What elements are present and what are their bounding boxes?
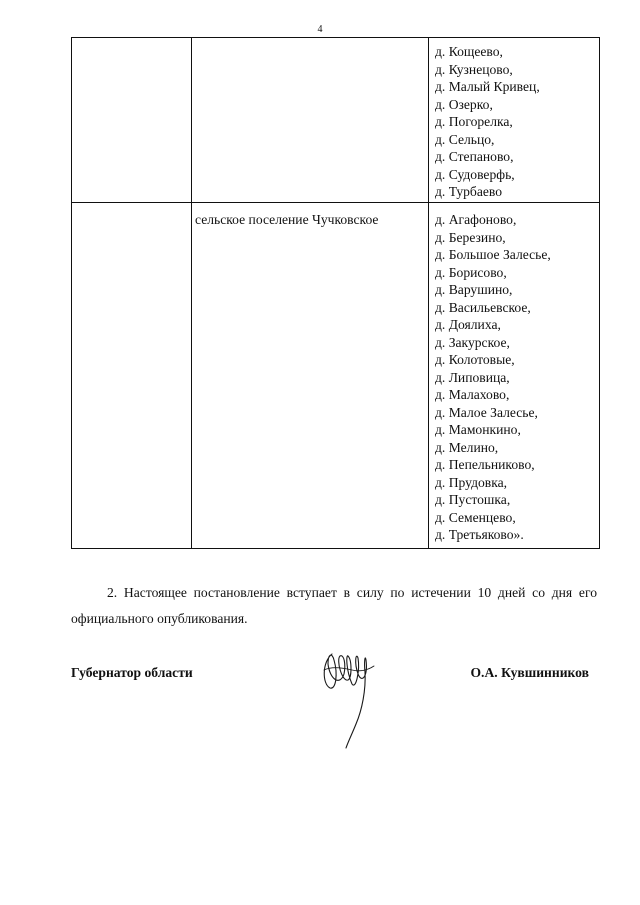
- village-item: д. Агафоново,: [435, 212, 517, 227]
- village-item: д. Озерко,: [435, 96, 493, 112]
- village-item: д. Турбаево: [435, 184, 503, 199]
- village-item: д. Кузнецово,: [435, 61, 513, 77]
- village-item: д. Пепельниково,: [435, 457, 535, 472]
- village-item: д. Мелино,: [435, 439, 499, 455]
- villages-list: [435, 211, 595, 544]
- village-item: д. Кощеево,: [435, 44, 503, 59]
- villages-cell: [429, 38, 600, 203]
- villages-cell: [429, 203, 600, 549]
- village-item: д. Колотовые,: [435, 352, 515, 367]
- page-number: 4: [317, 24, 323, 35]
- village-item: д. Березино,: [435, 229, 506, 245]
- village-item: д. Васильевское,: [435, 299, 531, 315]
- village-item: д. Малахово,: [435, 387, 510, 402]
- village-item: д. Прудовка,: [435, 474, 508, 490]
- village-item: д. Степаново,: [435, 149, 514, 164]
- village-item: д. Борисово,: [435, 264, 507, 280]
- village-item: д. Липовица,: [435, 369, 510, 385]
- village-item: д. Малое Залесье,: [435, 404, 538, 420]
- village-item: д. Закурское,: [435, 334, 510, 350]
- village-item: д. Мамонкино,: [435, 422, 521, 437]
- effective-date-paragraph: 2. Настоящее постановление вступает в силу по истечении 10 дней со дня его официального опубликования.: [71, 585, 597, 626]
- settlement-cell: [192, 203, 429, 549]
- village-item: д. Большое Залесье,: [435, 247, 551, 262]
- table-row: [72, 203, 600, 549]
- signatory-name: О.А. Кувшинников: [470, 665, 589, 680]
- settlement-cell: [192, 38, 429, 203]
- district-cell: [72, 38, 192, 203]
- district-cell: [72, 203, 192, 549]
- village-item: д. Сельцо,: [435, 131, 495, 147]
- handwritten-signature-icon: [318, 640, 378, 750]
- signatory-title: Губернатор области: [71, 665, 193, 680]
- settlements-table: [71, 37, 600, 549]
- village-item: д. Малый Кривец,: [435, 79, 540, 94]
- settlement-name: сельское поселение Чучковское: [195, 212, 379, 227]
- village-item: д. Семенцево,: [435, 509, 516, 525]
- villages-list: [435, 43, 595, 201]
- village-item: д. Варушино,: [435, 282, 513, 297]
- table-row: [72, 38, 600, 203]
- village-item: д. Судоверфь,: [435, 166, 515, 182]
- village-item: д. Третьяково».: [435, 527, 524, 542]
- village-item: д. Доялиха,: [435, 317, 501, 332]
- village-item: д. Пустошка,: [435, 492, 511, 507]
- village-item: д. Погорелка,: [435, 114, 513, 129]
